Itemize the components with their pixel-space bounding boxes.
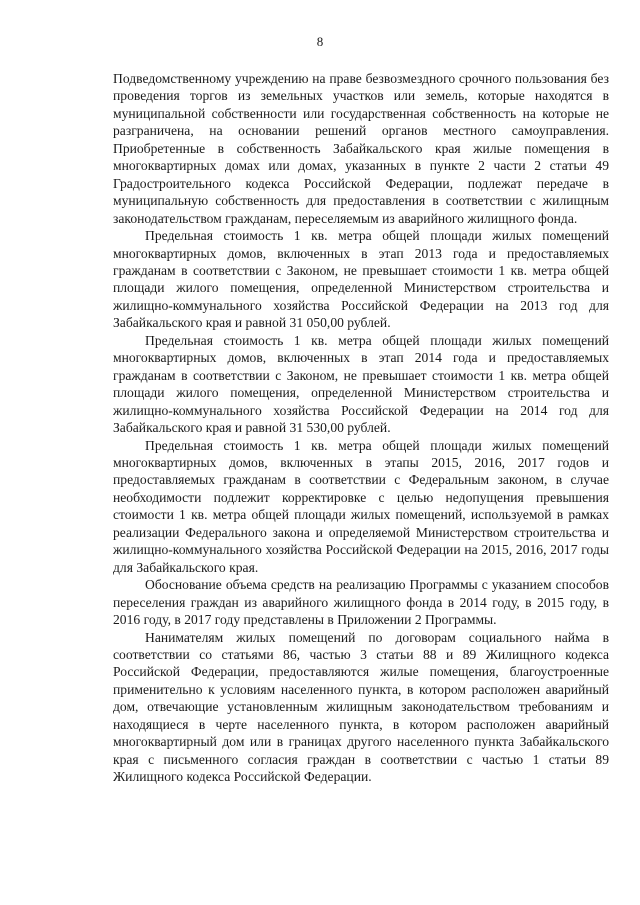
document-body: [113, 70, 609, 786]
paragraph-price-limit-2014: Предельная стоимость 1 кв. метра общей площади жилых помещений многоквартирных домов, включенных в этап 2014 года и предоставляемых гражданам в соответствии с Законом, не превышает стоимости 1 кв. метра общей площади жилого помещения, определенной Министерством строительства и жилищно-коммунального хозяйства Российской Федерации на 2014 год для Забайкальского края и равной 31 530,00 рублей.: [113, 332, 609, 436]
paragraph-social-tenants: Нанимателям жилых помещений по договорам социального найма в соответствии со статьями 86, частью 3 статьи 88 и 89 Жилищного кодекса Российской Федерации, предоставляются жилые помещения, благоустроенные применительно к условиям населенного пункта, в котором расположен аварийный дом, отвечающие установленным жилищным законодательством требованиям и находящиеся в черте населенного пункта, в котором расположен аварийный многоквартирный дом или в границах другого населенного пункта Забайкальского края с письменного согласия граждан в соответствии с частью 1 статьи 89 Жилищного кодекса Российской Федерации.: [113, 629, 609, 785]
paragraph-price-limit-2013: Предельная стоимость 1 кв. метра общей площади жилых помещений многоквартирных домов, включенных в этап 2013 года и предоставляемых гражданам в соответствии с Законом, не превышает стоимости 1 кв. метра общей площади жилого помещения, определенной Министерством строительства и жилищно-коммунального хозяйства Российской Федерации на 2013 год для Забайкальского края и равной 31 050,00 рублей.: [113, 228, 609, 331]
paragraph-property-transfer: Подведомственному учреждению на праве безвозмездного срочного пользования без проведения торгов из земельных участков или земель, которые находятся в муниципальной собственности или государственная собственность на которые не разграничена, на основании решений органов местного самоуправления. Приобретенные в собственность Забайкальского края жилые помещения в многоквартирных домах или домах, указанных в пункте 2 части 2 статьи 49 Градостроительного кодекса Российской Федерации, подлежат передаче в муниципальную собственность для предоставления в соответствии с жилищным законодательством гражданам, переселяемым из аварийного жилищного фонда.: [113, 71, 609, 226]
paragraph-price-limit-2015-2017: Предельная стоимость 1 кв. метра общей площади жилых помещений многоквартирных домов, включенных в этапы 2015, 2016, 2017 годов и предоставляемых гражданам в соответствии с Федеральным законом, в случае необходимости подлежит корректировке с целью недопущения превышения стоимости 1 кв. метра общей площади жилых помещений, используемой в рамках реализации Федерального закона и определяемой Министерством строительства и жилищно-коммунального хозяйства Российской Федерации на 2015, 2016, 2017 годы для Забайкальского края.: [113, 437, 609, 575]
paragraph-funding-justification: Обоснование объема средств на реализацию Программы с указанием способов переселения граждан из аварийного жилищного фонда в 2014 году, в 2015 году, в 2016 году, в 2017 году представлены в Приложении 2 Программы.: [113, 577, 609, 628]
page-number: 8: [316, 34, 324, 49]
